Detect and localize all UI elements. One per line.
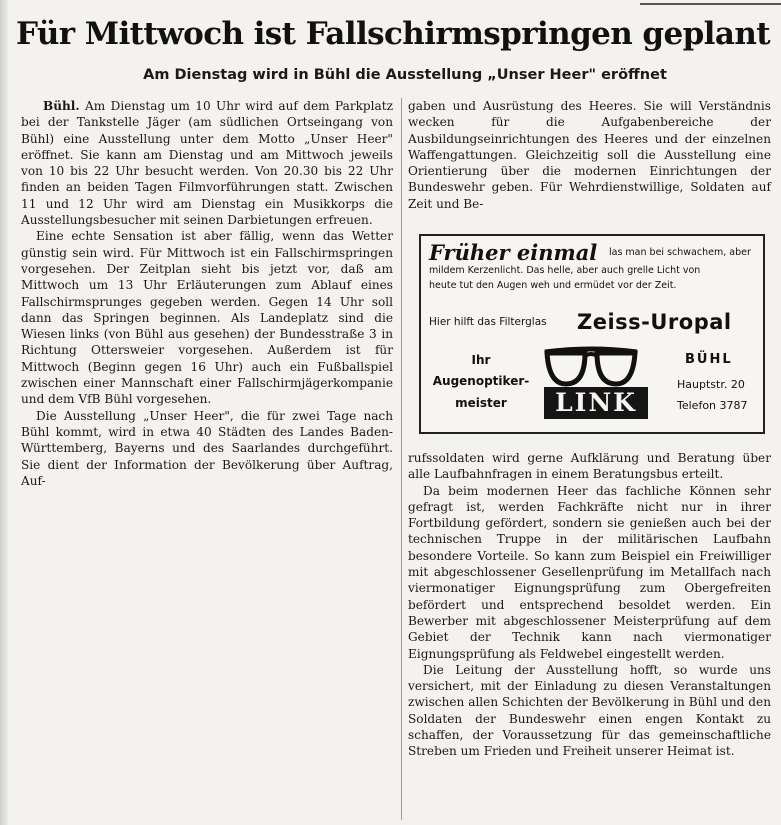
ad-city: BÜHL: [685, 352, 733, 367]
page-left-edge: [0, 0, 8, 825]
paragraph: [21, 98, 393, 228]
ad-headline: Früher einmal: [429, 240, 598, 265]
advertisement: [419, 234, 765, 434]
top-rule: [640, 3, 781, 5]
paragraph: gaben und Ausrüstung des Heeres. Sie will Verständnis wecken für die Aufgabenbereiche der Ausbildungseinrichtungen des Heeres und der einzelnen Waffengattungen. Gleichzeitig soll die Ausstellung eine Orientierung über die modernen Einrichtungen der Bundeswehr geben. Für Wehrdienstwillige, Soldaten auf Zeit und Be-: [408, 99, 771, 211]
ad-optician-line: Augenoptiker-: [432, 374, 530, 388]
headline: Für Mittwoch ist Fallschirmspringen geplant: [16, 16, 770, 52]
paragraph: rufssoldaten wird gerne Aufklärung und Beratung über alle Laufbahnfragen in einem Beratungsbus erteilt.: [408, 451, 771, 482]
column-divider: [401, 98, 402, 820]
paragraph: Eine echte Sensation ist aber fällig, wenn das Wetter günstig sein wird. Für Mittwoch ist ein Fallschirmspringen vorgesehen. Der Zeitplan sieht bis jetzt vor, daß am Mittwoch um 13 Uhr Erläuterungen zum Ablauf eines Fallschirmsprunges gegeben werden. Gegen 14 Uhr soll dann das Springen beginnen. Als Landeplatz sind die Wiesen links (von Bühl aus gesehen) der Bundesstraße 3 in Richtung Ottersweier vorgesehen. Außerdem ist für Mittwoch (Beginn gegen 16 Uhr) auch ein Fußballspiel zwischen einer Mannschaft einer Fallschirmjägerkompanie und dem VfB Bühl vorgesehen.: [21, 229, 393, 407]
ad-brand: Zeiss-Uropal: [577, 310, 732, 334]
article-column-right-top: [408, 98, 771, 212]
glasses-icon: [541, 344, 641, 388]
ad-optician-line: meister: [455, 396, 507, 410]
article-column-left: [21, 98, 393, 489]
ad-body-line: heute tut den Augen weh und ermüdet vor der Zeit.: [429, 280, 677, 291]
subheadline: Am Dienstag wird in Bühl die Ausstellung „Unser Heer" eröffnet: [143, 67, 667, 83]
paragraph: Die Leitung der Ausstellung hofft, so wurde uns versichert, mit der Einladung zu diesen Veranstaltungen zwischen allen Schichten der Bevölkerung in Bühl und den Soldaten der Bundeswehr einen engen Kontakt zu schaffen, der Voraussetzung für das gemeinschaftliche Streben um Frieden und Freiheit unserer Heimat ist.: [408, 662, 771, 759]
article-column-right-bottom: [408, 450, 771, 760]
paragraph: Da beim modernen Heer das fachliche Können sehr gefragt ist, werden Fachkräfte nicht nur in ihrer Fortbildung gefördert, sondern sie genießen auch bei der technischen Truppe in der militärischen Laufbahn besondere Vorteile. So kann zum Beispiel ein Freiwilliger mit abgeschlossener Gesellenprüfung im Metallfach nach viermonatiger Eignungsprüfung zum Obergefreiten befördert und entsprechend besoldet werden. Ein Bewerber mit abgeschlossener Meisterprüfung auf dem Gebiet der Technik kann nach viermonatiger Eignungsprüfung als Feldwebel eingestellt werden.: [408, 483, 771, 661]
ad-body-line: mildem Kerzenlicht. Das helle, aber auch grelle Licht von: [429, 265, 701, 276]
ad-filter-text: Hier hilft das Filterglas: [429, 316, 547, 328]
link-logo: LINK: [544, 387, 648, 419]
paragraph: Die Ausstellung „Unser Heer", die für zwei Tage nach Bühl kommt, wird in etwa 40 Städten des Landes Baden-Württemberg, Bayerns und des Saarlandes durchgeführt. Sie dient der Information der Bevölkerung über Auftrag, Auf-: [21, 408, 393, 488]
ad-optician-line: Ihr: [471, 353, 491, 367]
ad-street: Hauptstr. 20: [677, 378, 745, 391]
ad-headline-rest: las man bei schwachem, aber: [609, 247, 751, 258]
ad-phone: Telefon 3787: [677, 399, 748, 412]
paragraph-text: Am Dienstag um 10 Uhr wird auf dem Parkplatz bei der Tankstelle Jäger (am südlichen Ortseingang von Bühl) eine Ausstellung unter dem Motto „Unser Heer" eröffnet. Sie kann am Dienstag und am Mittwoch jeweils von 10 bis 22 Uhr besucht werden. Von 20.30 bis 22 Uhr finden an beiden Tagen Filmvorführungen statt. Zwischen 11 und 12 Uhr wird am Dienstag ein Musikkorps die Ausstellungsbesucher mit seinen Darbietungen erfreuen.: [21, 99, 393, 228]
dateline: Bühl.: [43, 99, 80, 113]
